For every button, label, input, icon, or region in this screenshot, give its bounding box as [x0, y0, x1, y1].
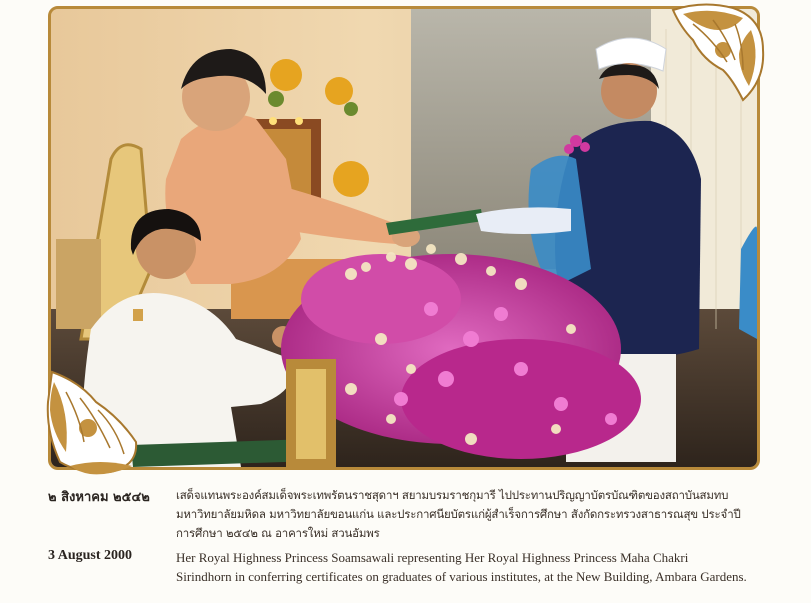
caption-text-thai — [176, 486, 766, 543]
caption-thai-line: การศึกษา ๒๕๔๒ ณ อาคารใหม่ สวนอัมพร — [176, 526, 380, 540]
corner-ornament-bottom-left — [40, 362, 146, 480]
ceremony-photograph — [48, 6, 760, 470]
caption-date-english: 3 August 2000 — [48, 548, 133, 563]
caption-date-thai: ๒ สิงหาคม ๒๕๔๒ — [48, 490, 150, 505]
caption-text-english — [176, 548, 766, 586]
caption-thai-line: เสด็จแทนพระองค์สมเด็จพระเทพรัตนราชสุดาฯ สยามบรมราชกุมารี ไปประทานปริญญาบัตรบัณฑิตของสถาบันสมทบ — [176, 488, 729, 502]
corner-ornament-top-right — [663, 0, 771, 112]
caption-english-line: Sirindhorn in conferring certificates on graduates of various institutes, at the New Building, Ambara Gardens. — [176, 569, 747, 584]
caption-english-line: Her Royal Highness Princess Soamsawali representing Her Royal Highness Princess Maha Chakri — [176, 550, 689, 565]
caption-thai-line: มหาวิทยาลัยมหิดล มหาวิทยาลัยขอนแก่น และประกาศนียบัตรแก่ผู้สำเร็จการศึกษา สังกัดกระทรวงสาธารณสุข ประจำปี — [176, 507, 741, 521]
